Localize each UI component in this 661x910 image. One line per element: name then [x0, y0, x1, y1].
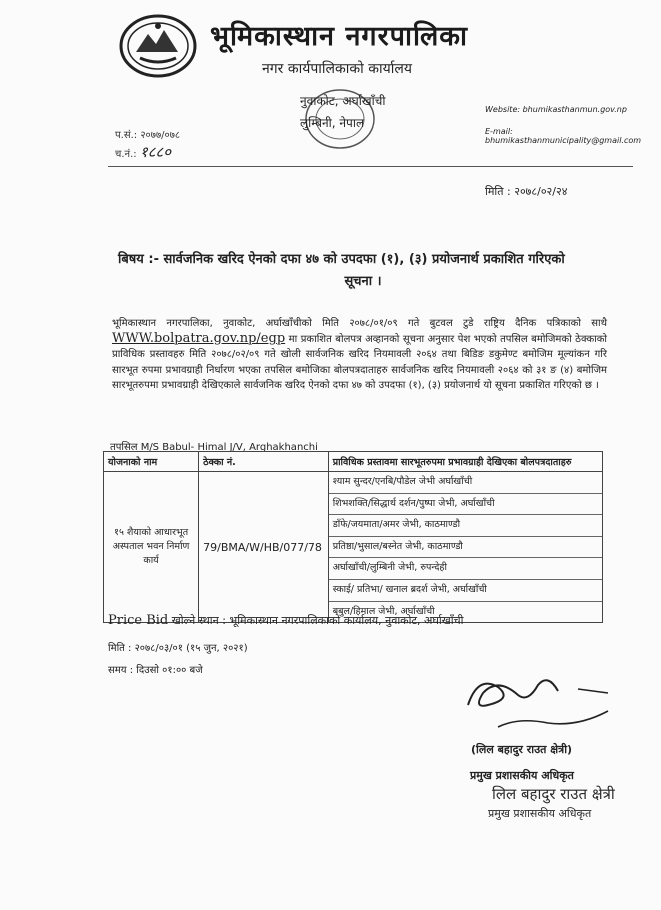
seal-name: लिल बहादुर राउत क्षेत्री: [492, 785, 615, 803]
cn-value: १८८०: [139, 143, 172, 161]
ps-label: प.सं.:: [115, 130, 138, 141]
table-row: [104, 472, 603, 623]
signature-icon: [458, 665, 628, 735]
list-item: अर्घाखाँची/लुम्बिनी जेभी, रुपन्देही: [329, 558, 602, 580]
bidder-list: [328, 472, 602, 623]
website-text: Website: bhumikasthanmun.gov.np: [485, 105, 627, 114]
header-project: योजनाको नाम: [104, 452, 199, 472]
address-line1: नुवाकोट, अर्घाखाँची: [300, 94, 386, 108]
price-bid-line: [108, 613, 463, 628]
price-bid-label: Price Bid: [108, 613, 169, 628]
contract-number: 79/BMA/W/HB/077/78: [199, 472, 329, 623]
ps-value: २०७७/०७८: [140, 130, 181, 141]
table-header-row: [104, 452, 603, 472]
list-item: स्काई/ प्रतिभा/ खनाल ब्रदर्श जेभी, अर्घाखाँची: [329, 580, 602, 602]
list-item: डाँफे/जयमाता/अमर जेभी, काठमाण्डौ: [329, 515, 602, 537]
address-line2: लुम्बिनी, नेपाल: [300, 116, 365, 130]
list-caption: तपसिल M/S Babul- Himal J/V, Arghakhanchi: [110, 442, 318, 453]
body-paragraph: [112, 316, 607, 393]
cn-label: च.नं.:: [115, 149, 137, 160]
subject-line1: बिषय :- सार्वजनिक खरिद ऐनको दफा ४७ को उपदफा (१), (३) प्रयोजनार्थ प्रकाशित गरिएको: [118, 252, 565, 267]
seal-title: प्रमुख प्रशासकीय अधिकृत: [488, 807, 592, 820]
email-text: E-mail: bhumikasthanmunicipality@gmail.com: [485, 127, 642, 145]
body-text-after-url: मा प्रकाशित बोलपत्र अव्हानको सूचना अनुसार पेश भएको तपसिल बमोजिमको ठेक्काको प्राविधिक प्रस्तावहरु मिति २०७८/०२/०९ गते खोली सार्वजनिक खरिद नियमावली २०६४ तथा बिडिङ डकुमेण्ट बमोजिम मूल्यांकन गरि सारभूत रुपमा प्रभावग्राही निर्धारण भएका तपसिल बमोजिका बोलपत्रदाताहरु सार्वजनिक खरिद नियमावली २०६४ को ३१ ङ (४) बमोजिम सारभूतरुपमा प्रभावग्राही देखिएकाले सार्वजनिक खरिद ऐनको दफा ४७ को उपदफा (१), (३) प्रयोजनार्थ यो सूचना प्रकाशित गरिएको छ ।: [112, 334, 607, 391]
bolpatra-link[interactable]: WWW.bolpatra.gov.np/egp: [112, 331, 286, 347]
municipality-emblem-icon: [118, 12, 198, 78]
subject-line2: सूचना ।: [344, 274, 382, 289]
price-bid-date: मिति : २०७८/०३/०१ (१५ जुन, २०२१): [108, 643, 248, 654]
list-item: प्रतिष्ठा/भुसाल/बस्नेत जेभी, काठमाण्डौ: [329, 537, 602, 559]
price-bid-location: खोल्ने स्थान : भूमिकास्थान नगरपालिकाको कार्यालय, नुवाकोट, अर्घाखाँची: [171, 614, 464, 627]
reference-block: [115, 127, 180, 163]
price-bid-time: समय : दिउसो ०१:०० बजे: [108, 665, 203, 676]
list-item: शिभशक्ति/सिद्धार्थ दर्शन/पुष्पा जेभी, अर्घाखाँची: [329, 494, 602, 516]
list-item: बबुल/हिमाल जेभी, अर्घाखाँची: [332, 605, 435, 617]
subject: [118, 249, 608, 293]
org-name: भूमिकास्थान नगरपालिका: [210, 21, 469, 52]
office-name: नगर कार्यपालिकाको कार्यालय: [262, 61, 412, 77]
header-divider: [108, 166, 633, 167]
header-contract: ठेक्का नं.: [199, 452, 329, 472]
notice-date: मिति : २०७८/०२/२४: [485, 185, 568, 198]
header-bidders: प्राविधिक प्रस्तावमा सारभूतरुपमा प्रभावग्राही देखिएका बोलपत्रदाताहरु: [328, 452, 602, 472]
signatory-title: प्रमुख प्रशासकीय अधिकृत: [470, 769, 574, 782]
signatory-name: (लिल बहादुर राउत क्षेत्री): [471, 743, 573, 756]
body-text-before-url: भूमिकास्थान नगरपालिका, नुवाकोट, अर्घाखाँचीको मिति २०७८/०१/०९ गते बुटवल टुडे राष्ट्रिय दैनिक पत्रिकाको साथै: [112, 318, 607, 329]
project-name: १५ शैयाको आधारभूत अस्पताल भवन निर्माण कार्य: [104, 472, 199, 623]
list-item: श्याम सुन्दर/एनबि/पौडेल जेभी अर्घाखाँची: [329, 472, 602, 494]
bidders-table: [103, 451, 603, 623]
